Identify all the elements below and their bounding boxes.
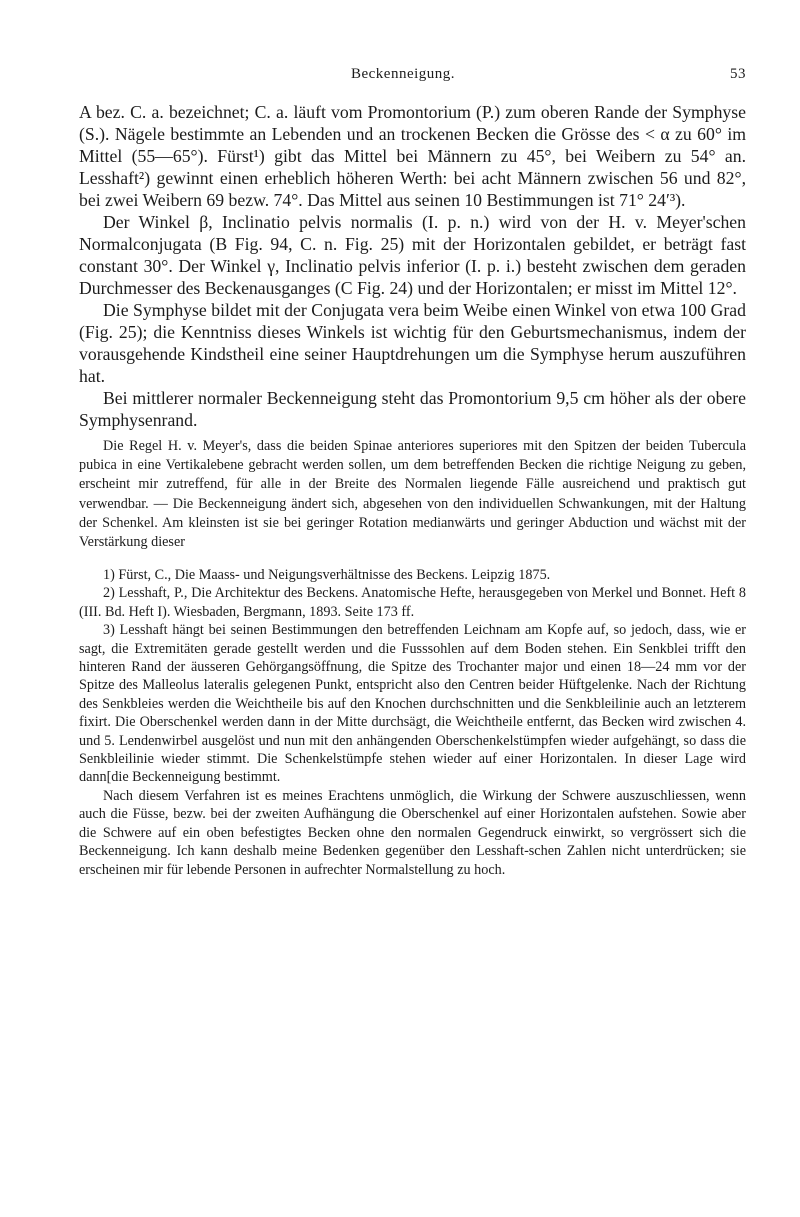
paragraph-1: A bez. C. a. bezeichnet; C. a. läuft vom Promontorium (P.) zum oberen Rande der Symphyse (S.). Nägele bestimmte an Lebenden und an trockenen Becken die Grösse des < α zu 60° im Mittel (55—65°). Fürst¹) gibt das Mittel bei Männern zu 45°, bei Weibern zu 54° an. Lesshaft²) gewinnt einen erheblich höheren Werth: bei acht Männern zwischen 56 und 82°, bei zwei Weibern 69 bezw. 74°. Das Mittel aus seinen 10 Bestimmungen ist 71° 24′³). (79, 102, 746, 210)
footnote-1: 1) Fürst, C., Die Maass- und Neigungsverhältnisse des Beckens. Leipzig 1875. (103, 567, 551, 583)
paragraph-2: Der Winkel β, Inclinatio pelvis normalis (I. p. n.) wird von der H. v. Meyer'schen Normalconjugata (B Fig. 94, C. n. Fig. 25) mit der Horizontalen gebildet, er beträgt fast constant 30°. Der Winkel γ, Inclinatio pelvis inferior (I. p. i.) besteht zwischen dem geraden Durchmesser des Beckenausganges (C Fig. 24) und der Horizontalen; er misst im Mittel 12°. (79, 212, 746, 298)
small-print-paragraph: Die Regel H. v. Meyer's, dass die beiden Spinae anteriores superiores mit den Spitzen der beiden Tubercula pubica in eine Vertikalebene gebracht werden sollen, um dem betreffenden Becken die richtige Neigung zu geben, erscheint mir zutreffend, für alle in der Breite des Normalen liegende Fälle ausreichend und praktisch gut verwendbar. — Die Beckenneigung ändert sich, abgesehen von den individuellen Schwankungen, mit der Haltung der Schenkel. Am kleinsten ist sie bei geringer Rotation medianwärts und geringer Abduction und wächst mit der Verstärkung dieser (79, 438, 746, 551)
small-print-section (79, 437, 746, 552)
main-text (79, 101, 746, 431)
footnote-2: 2) Lesshaft, P., Die Architektur des Beckens. Anatomische Hefte, herausgegeben von Merkel und Bonnet. Heft 8 (III. Bd. Heft I). Wiesbaden, Bergmann, 1893. Seite 173 ff. (79, 585, 746, 620)
running-title: Beckenneigung. (350, 66, 456, 82)
paragraph-4: Bei mittlerer normaler Beckenneigung steht das Promontorium 9,5 cm höher als der obere Symphysenrand. (79, 388, 746, 430)
footnote-3: 3) Lesshaft hängt bei seinen Bestimmungen den betreffenden Leichnam am Kopfe auf, so jedoch, dass, wie er sagt, die Extremitäten gerade gestellt werden und die Fusssohlen auf dem Boden stehen. Ein Senkblei trifft den hinteren Rand der äusseren Gehörgangsöffnung, die Spitze des Trochanter major und einen 18—24 mm vor der Spitze des Malleolus lateralis gelegenen Punkt, entspricht also den Centren beider Hüftgelenke. Nach der Richtung des Senkbleies werden die Weichtheile bis auf den Knochen durchschnitten und die Senkbleilinie auch an letzterem fixirt. Die Oberschenkel werden dann in der Mitte durchsägt, die Weichtheile entfernt, das Becken wird zwischen 4. und 5. Lendenwirbel ausgelöst und nun mit den anhängenden Oberschenkelstümpfen wieder aufgehängt, so dass die Senkbleilinie wieder stimmt. Die Schenkelstümpfe stehen wieder auf einer Horizontalen. In dieser Lage wird dann[die Beckenneigung bestimmt. (79, 622, 746, 786)
paragraph-3: Die Symphyse bildet mit der Conjugata vera beim Weibe einen Winkel von etwa 100 Grad (Fig. 25); die Kenntniss dieses Winkels ist wichtig für den Geburtsmechanismus, indem der vorausgehende Kindstheil eine seiner Hauptdrehungen um die Symphyse herum auszuführen hat. (79, 300, 746, 386)
footnote-3-continued: Nach diesem Verfahren ist es meines Erachtens unmöglich, die Wirkung der Schwere auszuschliessen, wenn auch die Füsse, bezw. bei der zweiten Aufhängung die Oberschenkel auf einer Horizontalen aufstehen. Sowie aber die Schwere auf ein oben befestigtes Becken ohne den normalen Gegendruck einwirkt, so vergrössert sich die Beckenneigung. Ich kann deshalb meine Bedenken gegenüber den Lesshaft-schen Zahlen nicht unterdrücken; sie erscheinen mir für lebende Personen in aufrechter Normalstellung zu hoch. (79, 787, 746, 878)
footnotes (79, 566, 746, 879)
page-number: 53 (730, 66, 746, 82)
running-head (60, 66, 746, 92)
